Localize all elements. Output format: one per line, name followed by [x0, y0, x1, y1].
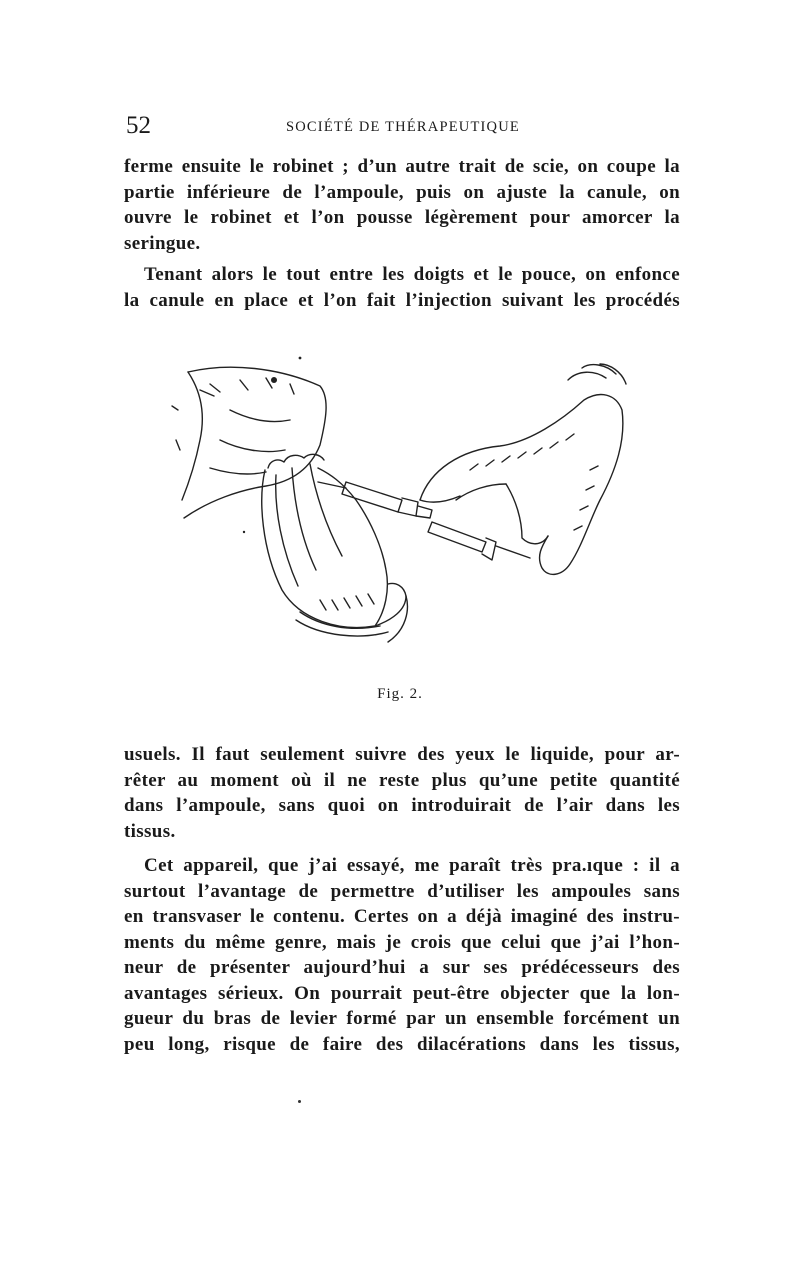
page-number: 52	[126, 112, 151, 139]
paragraph-appareil	[124, 853, 680, 1057]
hands-syringe-engraving	[170, 350, 630, 680]
text-line: Tenant alors le tout entre les doigts et le pouce, on enfonce	[144, 264, 680, 285]
paragraph-continued	[124, 154, 680, 256]
text-line: ferme ensuite le robinet ; d’un autre trait de scie, on coupe la	[124, 156, 680, 177]
text-line: peu long, risque de faire des dilacérations dans les tissus,	[124, 1033, 680, 1055]
syringe-plunger	[428, 522, 486, 552]
text-line: en transvaser le contenu. Certes on a déjà imaginé des instru-	[124, 906, 680, 927]
page-header	[126, 112, 676, 142]
text-line: seringue.	[124, 232, 201, 254]
text-line: gueur du bras de levier formé par un ensemble forcément un	[124, 1008, 680, 1029]
paragraph-usuels	[124, 742, 680, 844]
text-line: surtout l’avantage de permettre d’utiliser les ampoules sans	[124, 880, 680, 902]
syringe-barrel	[342, 482, 402, 512]
text-line: tissus.	[124, 820, 176, 842]
left-hand-outline	[262, 468, 388, 628]
text-line: la canule en place et l’on fait l’injection suivant les procédés	[124, 289, 680, 311]
paragraph-tenant	[124, 262, 680, 313]
text-line: Cet appareil, que j’ai essayé, me paraît très pra.ıque : il a	[144, 855, 680, 876]
text-line: ments du même genre, mais je crois que celui que j’ai l’hon-	[124, 931, 680, 953]
text-line: neur de présenter aujourd’hui a sur ses prédécesseurs des	[124, 957, 680, 978]
text-line: dans l’ampoule, sans quoi on introduirait de l’air dans les	[124, 795, 680, 816]
text-line: avantages sérieux. On pourrait peut-être objecter que la lon-	[124, 982, 680, 1004]
figure-injection-illustration	[170, 350, 630, 680]
text-line: rêter au moment où il ne reste plus qu’une petite quantité	[124, 769, 680, 791]
figure-caption: Fig. 2.	[377, 686, 423, 702]
patient-arm-outline	[184, 367, 326, 518]
text-line: usuels. Il faut seulement suivre des yeux le liquide, pour ar-	[124, 744, 680, 765]
text-line: partie inférieure de l’ampoule, puis on ajuste la canule, on	[124, 181, 680, 203]
running-head: SOCIÉTÉ DE THÉRAPEUTIQUE	[286, 119, 520, 135]
right-hand-outline	[420, 395, 623, 575]
ink-speck	[298, 1100, 301, 1103]
text-line: ouvre le robinet et l’on pousse légèrement pour amorcer la	[124, 207, 680, 228]
